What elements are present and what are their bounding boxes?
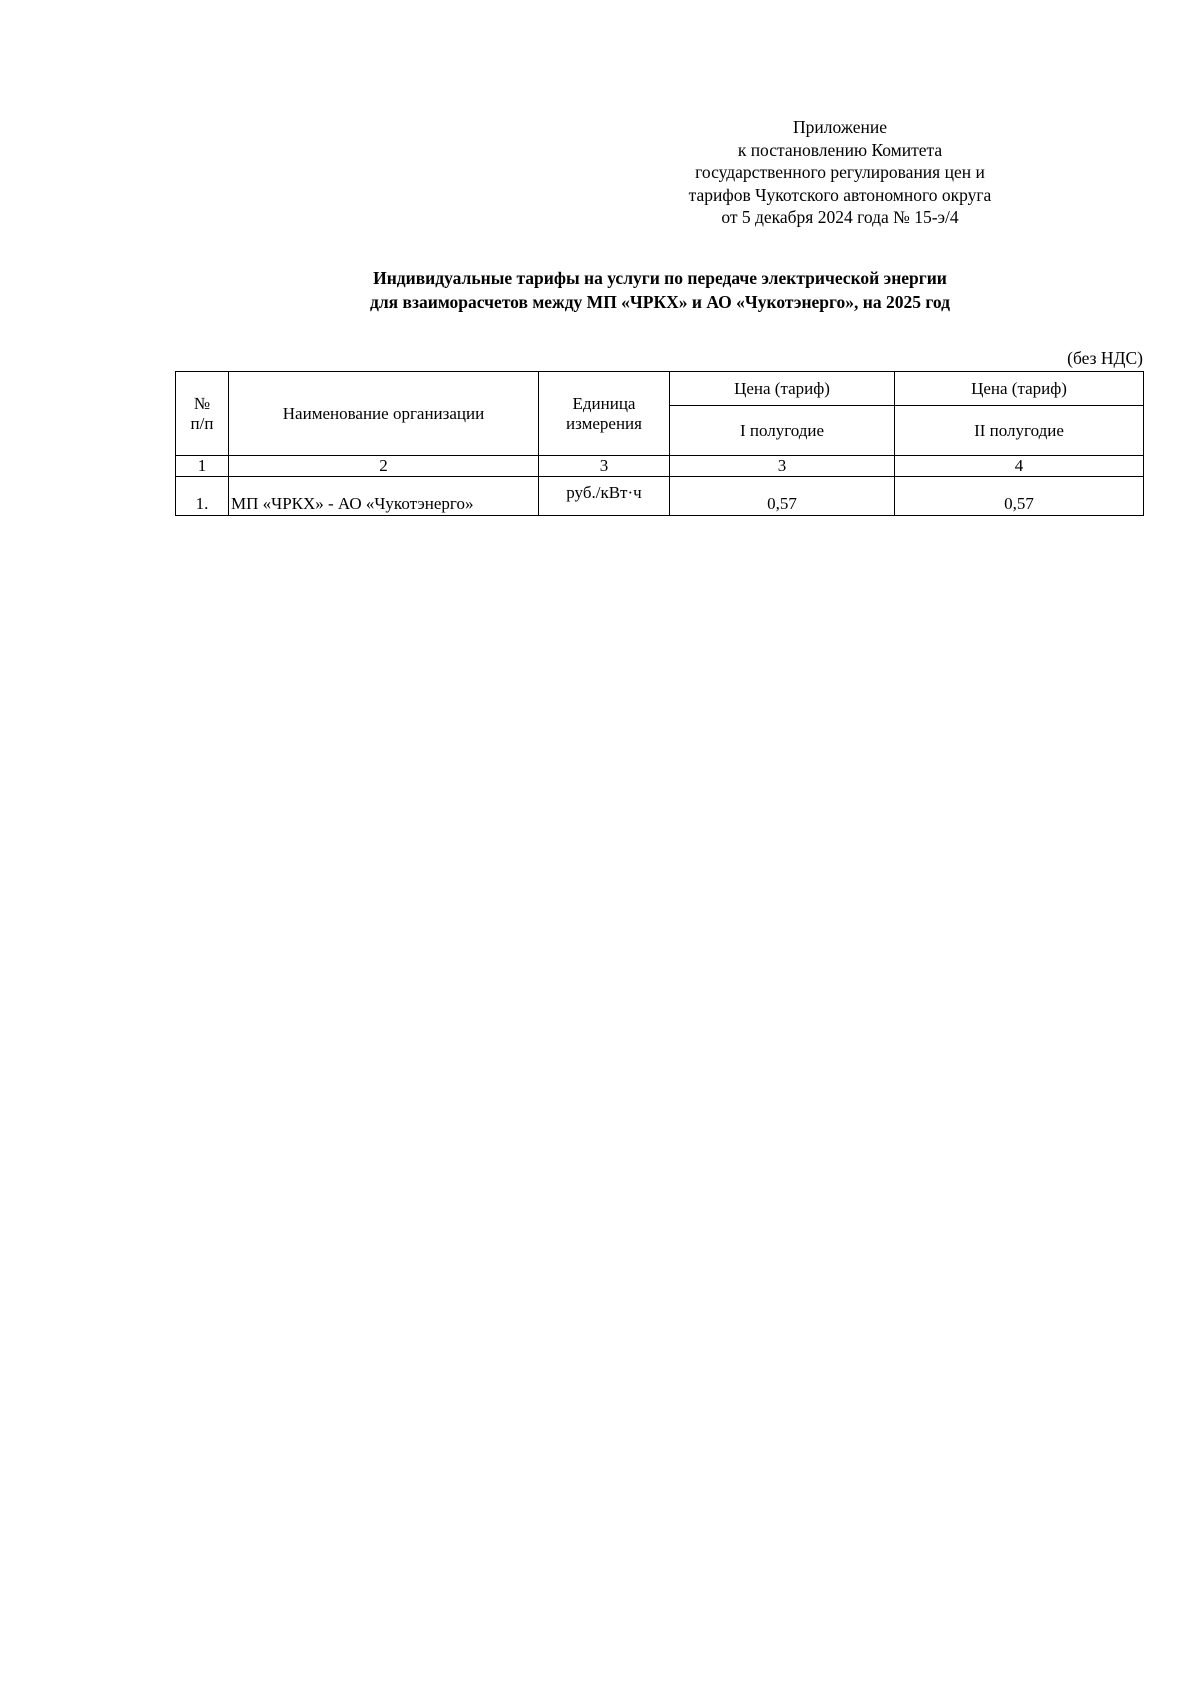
- header-num-abbr: п/п: [190, 413, 214, 433]
- row-tariff-half-2: 0,57: [895, 477, 1144, 516]
- column-index: 2: [229, 456, 539, 477]
- appendix-line: государственного регулирования цен и: [695, 162, 985, 182]
- row-unit: руб./кВт·ч: [539, 477, 670, 516]
- header-unit-cell: [539, 372, 670, 456]
- vat-note: (без НДС): [1067, 348, 1143, 368]
- row-number: 1.: [176, 477, 229, 516]
- appendix-line: тарифов Чукотского автономного округа: [688, 184, 992, 205]
- column-index-row: [176, 456, 1144, 477]
- tariff-table: [175, 371, 1144, 516]
- table-header-row: [176, 372, 1144, 406]
- header-num-symbol: №: [193, 393, 211, 413]
- document-title: [300, 266, 1020, 314]
- row-organization: МП «ЧРКХ» - АО «Чукотэнерго»: [229, 477, 539, 516]
- appendix-line: к постановлению Комитета: [737, 139, 943, 160]
- row-tariff-half-1: 0,57: [670, 477, 895, 516]
- header-price-2: Цена (тариф): [895, 372, 1144, 406]
- appendix-date-line: от 5 декабря 2024 года № 15-э/4: [721, 207, 959, 227]
- header-half-1: I полугодие: [670, 406, 895, 456]
- title-line-1: Индивидуальные тарифы на услуги по передаче электрической энергии: [373, 268, 947, 288]
- header-num-cell: [176, 372, 229, 456]
- appendix-line: Приложение: [793, 117, 887, 137]
- header-org: Наименование организации: [229, 372, 539, 456]
- header-unit-line-1: Единица: [572, 393, 636, 413]
- header-unit-line-2: измерения: [566, 413, 642, 433]
- column-index: 4: [895, 456, 1144, 477]
- table-row: [176, 477, 1144, 516]
- header-price-1: Цена (тариф): [670, 372, 895, 406]
- title-line-2: для взаиморасчетов между МП «ЧРКХ» и АО «Чукотэнерго», на 2025 год: [370, 292, 950, 312]
- column-index: 3: [670, 456, 895, 477]
- header-half-2: II полугодие: [895, 406, 1144, 456]
- appendix-block: [660, 116, 1020, 229]
- column-index: 3: [539, 456, 670, 477]
- column-index: 1: [176, 456, 229, 477]
